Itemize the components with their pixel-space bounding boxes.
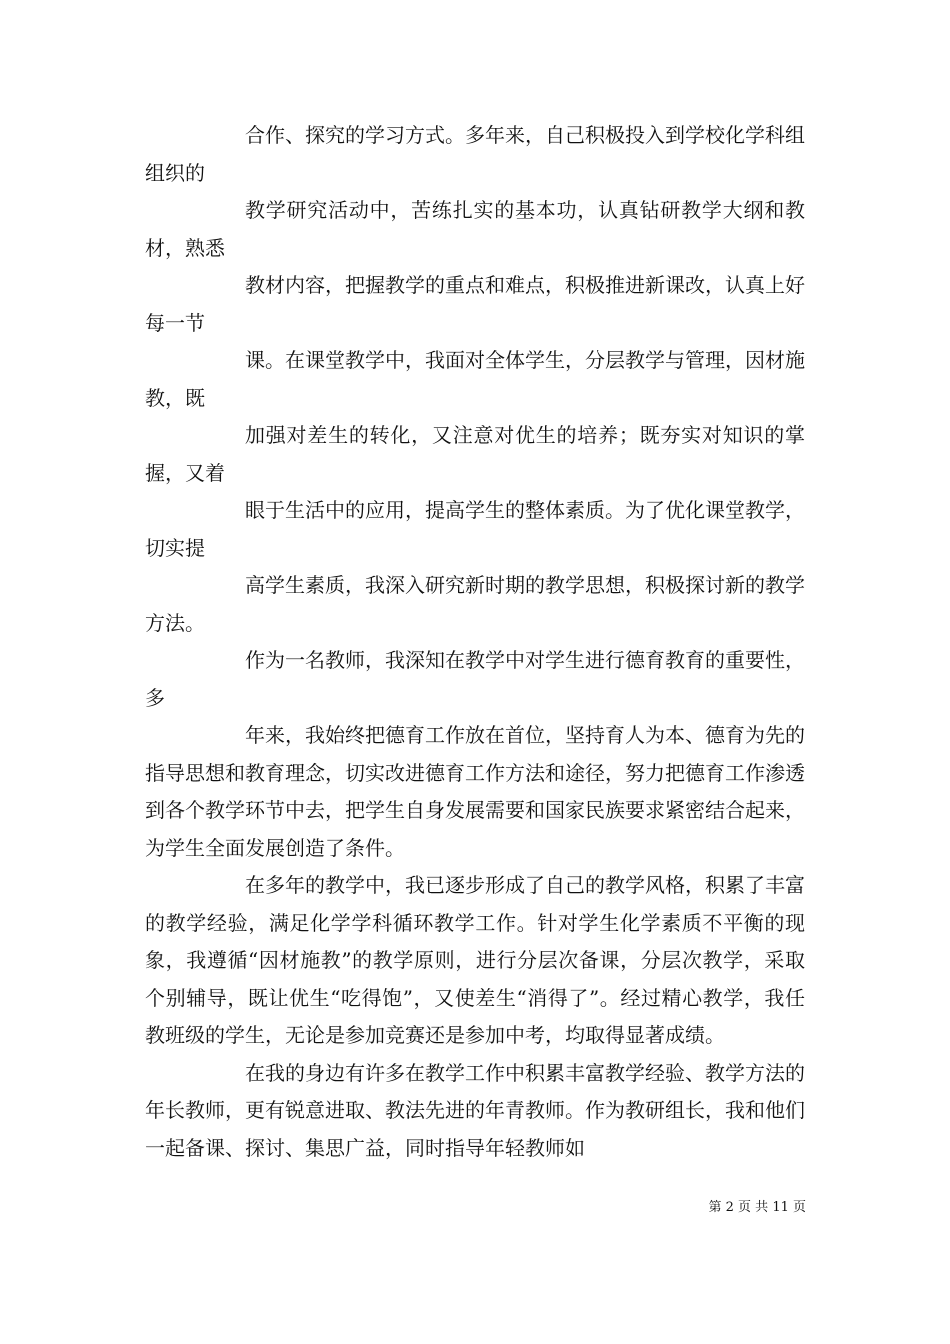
paragraph: 教学研究活动中，苦练扎实的基本功，认真钻研教学大纲和教材，熟悉 [145, 198, 805, 260]
paragraph: 在多年的教学中，我已逐步形成了自己的教学风格，积累了丰富的教学经验，满足化学学科循环教学工作。针对学生化学素质不平衡的现象，我遵循“因材施教”的教学原则，进行分层次备课，分层次教学，采取个别辅导，既让优生“吃得饱”，又使差生“消得了”。经过精心教学，我任教班级的学生，无论是参加竞赛还是参加中考，均取得显著成绩。 [145, 873, 805, 1047]
paragraph: 加强对差生的转化，又注意对优生的培养；既夯实对知识的掌握，又着 [145, 423, 805, 485]
paragraph: 作为一名教师，我深知在教学中对学生进行德育教育的重要性，多 [145, 648, 805, 710]
paragraph: 眼于生活中的应用，提高学生的整体素质。为了优化课堂教学，切实提 [145, 498, 805, 560]
paragraph: 在我的身边有许多在教学工作中积累丰富教学经验、教学方法的年长教师，更有锐意进取、教法先进的年青教师。作为教研组长，我和他们一起备课、探讨、集思广益，同时指导年轻教师如 [145, 1060, 805, 1160]
paragraph: 教材内容，把握教学的重点和难点，积极推进新课改，认真上好每一节 [145, 273, 805, 335]
document-body [145, 117, 805, 1167]
paragraph: 课。在课堂教学中，我面对全体学生，分层教学与管理，因材施教，既 [145, 348, 805, 410]
paragraph: 年来，我始终把德育工作放在首位，坚持育人为本、德育为先的指导思想和教育理念，切实改进德育工作方法和途径，努力把德育工作渗透到各个教学环节中去，把学生自身发展需要和国家民族要求紧密结合起来，为学生全面发展创造了条件。 [145, 723, 805, 860]
paragraph: 合作、探究的学习方式。多年来，自己积极投入到学校化学科组组织的 [145, 123, 805, 185]
page-number-footer: 第 2 页 共 11 页 [708, 1200, 806, 1215]
paragraph: 高学生素质，我深入研究新时期的教学思想，积极探讨新的教学方法。 [145, 573, 805, 635]
